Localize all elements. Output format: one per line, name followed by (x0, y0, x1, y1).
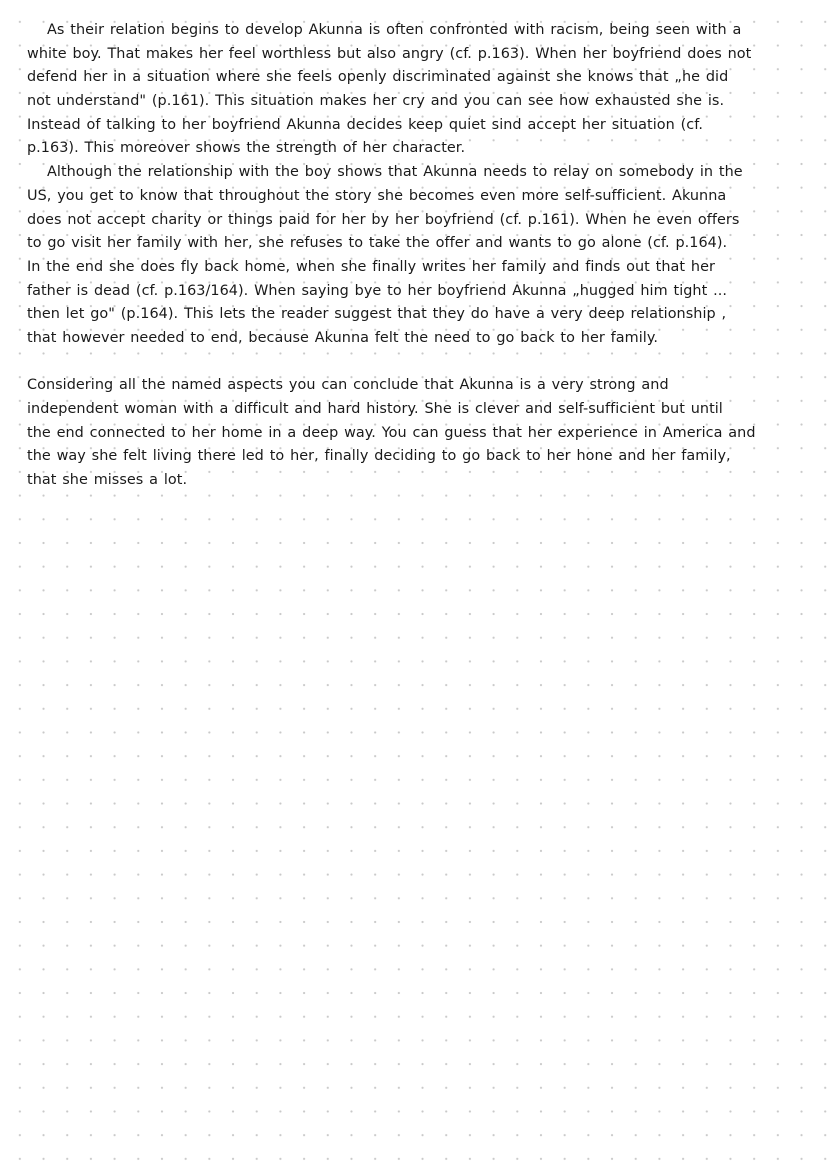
text-line: Although the relationship with the boy shows that Akunna needs to relay on somebody in the (47, 164, 743, 181)
text-line: the way she felt living there led to her, finally deciding to go back to her hone and her family, (27, 448, 731, 465)
text-line: Considering all the named aspects you can conclude that Akunna is a very strong and (27, 377, 669, 394)
text-line: the end connected to her home in a deep way. You can guess that her experience in America and (27, 424, 756, 441)
paragraph-conclusion (27, 374, 787, 492)
text-line: then let go" (p.164). This lets the reader suggest that they do have a very deep relationship , (27, 306, 727, 323)
text-line: independent woman with a difficult and hard history. She is clever and self-sufficient but until (27, 401, 723, 417)
text-line: white boy. That makes her feel worthless but also angry (cf. p.163). When her boyfriend does not (27, 45, 752, 62)
text-line: does not accept charity or things paid for her by her boyfriend (cf. p.161). When he even offers (27, 211, 740, 228)
text-line: that she misses a lot. (27, 472, 188, 489)
paragraph-self-sufficiency (27, 161, 787, 351)
text-line: Instead of talking to her boyfriend Akunna decides keep quiet sind accept her situation (cf. (27, 116, 703, 133)
handwritten-essay-page (27, 19, 787, 493)
text-line: p.163). This moreover shows the strength of her character. (27, 140, 466, 157)
text-line: to go visit her family with her, she refuses to take the offer and wants to go alone (cf. p.164). (27, 235, 728, 252)
text-line: defend her in a situation where she feels openly discriminated against she knows that „he did (27, 69, 729, 86)
text-line: US, you get to know that throughout the story she becomes even more self-sufficient. Akunna (27, 187, 727, 204)
text-line: In the end she does fly back home, when she finally writes her family and finds out that her (27, 258, 715, 275)
paragraph-racism (27, 19, 787, 161)
text-line: father is dead (cf. p.163/164). When saying bye to her boyfriend Akunna „hugged him tight ... (27, 282, 727, 299)
text-line: that however needed to end, because Akunna felt the need to go back to her family. (27, 329, 658, 346)
text-line: not understand" (p.161). This situation makes her cry and you can see how exhausted she is. (27, 93, 725, 110)
paragraph-gap (27, 351, 787, 375)
text-line: As their relation begins to develop Akunna is often confronted with racism, being seen with a (47, 22, 742, 38)
